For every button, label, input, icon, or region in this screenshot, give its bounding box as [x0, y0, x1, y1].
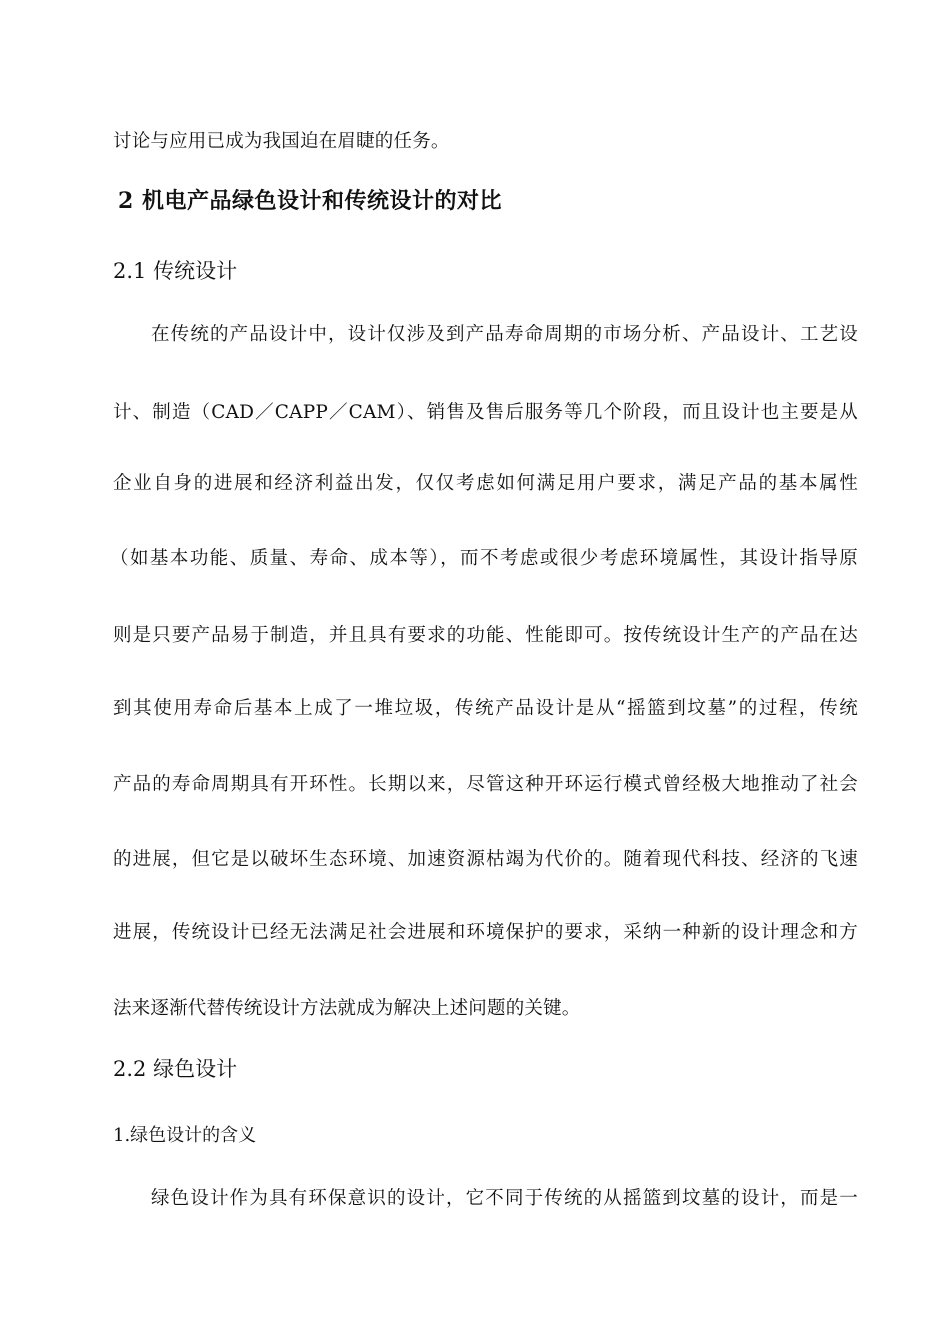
paragraph-line: 到其使用寿命后基本上成了一堆垃圾，传统产品设计是从“摇篮到坟墓”的过程，传统: [113, 698, 858, 719]
sub-heading: 1.绿色设计的含义: [113, 1125, 257, 1146]
subsection-heading: 2.1 传统设计: [113, 259, 238, 283]
section-heading: 2 机电产品绿色设计和传统设计的对比: [118, 188, 502, 214]
paragraph-line: 企业自身的进展和经济利益出发，仅仅考虑如何满足用户要求，满足产品的基本属性: [113, 473, 858, 494]
paragraph-line: 法来逐渐代替传统设计方法就成为解决上述问题的关键。: [113, 998, 581, 1019]
paragraph-line: 的进展，但它是以破坏生态环境、加速资源枯竭为代价的。随着现代科技、经济的飞速: [113, 849, 858, 870]
paragraph-line: 则是只要产品易于制造，并且具有要求的功能、性能即可。按传统设计生产的产品在达: [113, 625, 858, 646]
paragraph-line: 进展，传统设计已经无法满足社会进展和环境保护的要求，采纳一种新的设计理念和方: [113, 922, 858, 943]
paragraph-line: 绿色设计作为具有环保意识的设计，它不同于传统的从摇篮到坟墓的设计，而是一: [151, 1188, 858, 1209]
paragraph-line: （如基本功能、质量、寿命、成本等），而不考虑或很少考虑环境属性，其设计指导原: [110, 548, 858, 569]
subsection-heading: 2.2 绿色设计: [113, 1057, 238, 1081]
paragraph-line: 在传统的产品设计中，设计仅涉及到产品寿命周期的市场分析、产品设计、工艺设: [151, 324, 858, 345]
paragraph-line: 讨论与应用已成为我国迫在眉睫的任务。: [113, 131, 450, 152]
paragraph-line: 产品的寿命周期具有开环性。长期以来，尽管这种开环运行模式曾经极大地推动了社会: [113, 774, 858, 795]
paragraph-line: 计、制造（CAD／CAPP／CAM）、销售及售后服务等几个阶段，而且设计也主要是从: [113, 402, 858, 423]
